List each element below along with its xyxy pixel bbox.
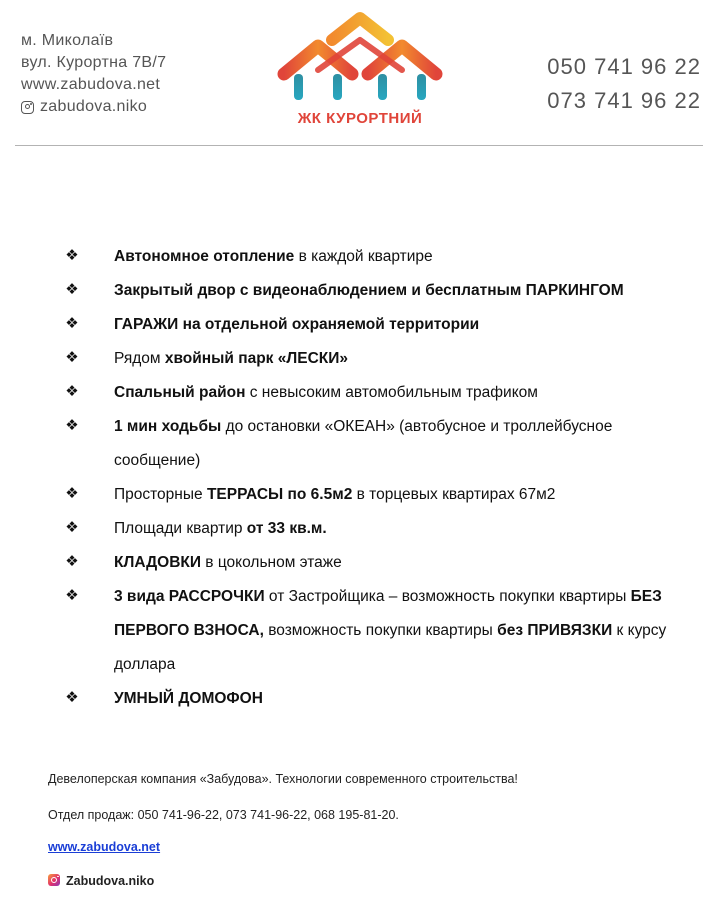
diamond-bullet-icon: ❖ <box>65 315 79 332</box>
feature-item <box>0 308 727 342</box>
diamond-bullet-icon: ❖ <box>65 587 79 604</box>
feature-text: Закрытый двор с видеонаблюдением и бесплатным ПАРКИНГОМ <box>114 282 624 299</box>
diamond-bullet-icon: ❖ <box>65 281 79 298</box>
feature-text: БЕЗ ПЕРВОГО ВЗНОСА, <box>114 588 662 639</box>
address-block <box>21 30 166 118</box>
feature-item <box>0 478 727 512</box>
feature-text: от Застройщика – возможность покупки квартиры <box>264 588 631 605</box>
company-slogan: Девелоперская компания «Забудова». Технологии современного строительства! <box>48 772 518 786</box>
features-list <box>0 240 727 716</box>
feature-text: УМНЫЙ ДОМОФОН <box>114 690 263 707</box>
header-website: www.zabudova.net <box>21 76 161 93</box>
footer-instagram-handle: Zabudova.niko <box>66 874 155 888</box>
instagram-icon <box>21 101 34 114</box>
footer-website-link[interactable]: www.zabudova.net <box>48 840 161 854</box>
feature-text: Спальный район <box>114 384 246 401</box>
feature-text: 3 вида РАССРОЧКИ <box>114 588 265 605</box>
feature-text: от 33 кв.м. <box>246 520 327 537</box>
feature-item <box>0 410 727 478</box>
footer-instagram <box>48 874 154 888</box>
letterhead <box>0 0 727 150</box>
feature-text: 1 мин ходьбы <box>114 418 222 435</box>
feature-item <box>0 376 727 410</box>
phone-2: 073 741 96 22 <box>547 88 701 113</box>
phone-block <box>547 50 701 118</box>
logo-text: ЖК КУРОРТНИЙ <box>297 110 423 127</box>
feature-item <box>0 342 727 376</box>
feature-text: Автономное отопление <box>114 248 295 265</box>
feature-item <box>0 682 727 716</box>
feature-item <box>0 546 727 580</box>
feature-item <box>0 580 727 682</box>
feature-text: Просторные <box>114 486 207 503</box>
diamond-bullet-icon: ❖ <box>65 519 79 536</box>
street-address: вул. Курортна 7В/7 <box>21 54 167 71</box>
feature-text: Площади квартир <box>114 520 247 537</box>
feature-text: в цокольном этаже <box>201 554 342 571</box>
diamond-bullet-icon: ❖ <box>65 485 79 502</box>
feature-text: ГАРАЖИ на отдельной охраняемой территории <box>114 316 480 333</box>
feature-text: КЛАДОВКИ <box>114 554 201 571</box>
header-instagram-handle: zabudova.niko <box>40 98 148 115</box>
feature-text: хвойный парк «ЛЕСКИ» <box>164 350 348 367</box>
logo <box>270 12 450 137</box>
diamond-bullet-icon: ❖ <box>65 417 79 434</box>
diamond-bullet-icon: ❖ <box>65 689 79 706</box>
diamond-bullet-icon: ❖ <box>65 553 79 570</box>
feature-item <box>0 274 727 308</box>
instagram-icon <box>48 874 60 886</box>
sales-department: Отдел продаж: 050 741-96-22, 073 741-96-22, 068 195-81-20. <box>48 808 399 822</box>
logo-houses-icon <box>270 12 450 112</box>
feature-text: к курсу доллара <box>114 622 667 673</box>
city: м. Миколаїв <box>21 32 114 49</box>
diamond-bullet-icon: ❖ <box>65 383 79 400</box>
feature-text: возможность покупки квартиры <box>263 622 498 639</box>
feature-text: Рядом <box>114 350 165 367</box>
feature-text: с невысоким автомобильным трафиком <box>245 384 538 401</box>
feature-text: в торцевых квартирах 67м2 <box>352 486 556 503</box>
feature-text: до остановки «ОКЕАН» (автобусное и троллейбусное сообщение) <box>114 418 613 469</box>
feature-item <box>0 512 727 546</box>
feature-text: в каждой квартире <box>294 248 433 265</box>
diamond-bullet-icon: ❖ <box>65 247 79 264</box>
diamond-bullet-icon: ❖ <box>65 349 79 366</box>
phone-1: 050 741 96 22 <box>547 54 701 79</box>
feature-text: ТЕРРАСЫ по 6.5м2 <box>206 486 353 503</box>
feature-text: без ПРИВЯЗКИ <box>497 622 613 639</box>
header-divider <box>15 145 703 146</box>
feature-item <box>0 240 727 274</box>
header-instagram <box>21 96 166 118</box>
